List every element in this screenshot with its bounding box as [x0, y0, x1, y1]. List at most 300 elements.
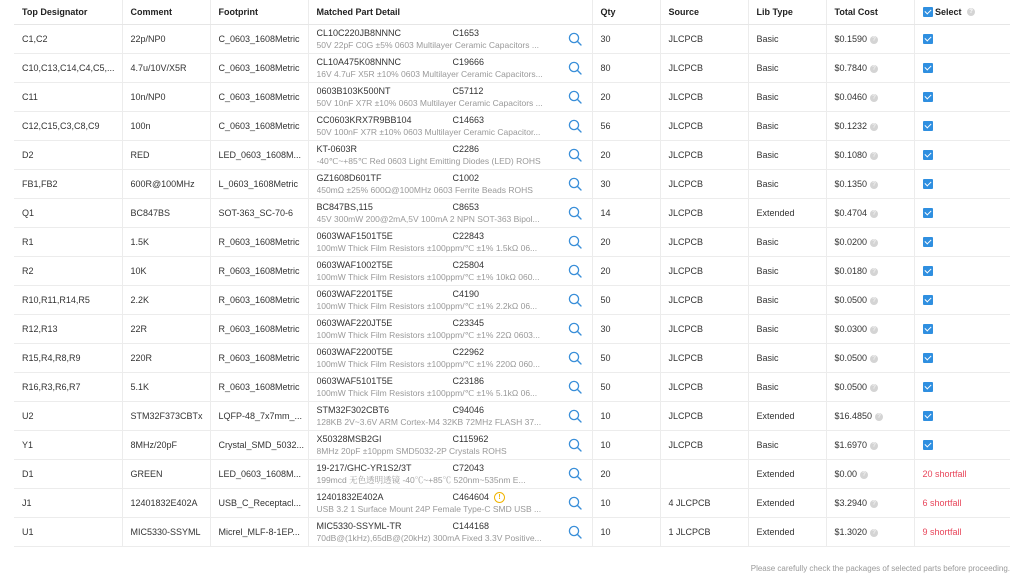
designator-cell: FB1,FB2 — [14, 170, 122, 199]
footprint-cell: LED_0603_1608M... — [210, 141, 308, 170]
select-cell — [914, 170, 1010, 199]
select-cell — [914, 54, 1010, 83]
comment-cell: 8MHz/20pF — [122, 431, 210, 460]
shortfall-text: 20 shortfall — [922, 469, 967, 479]
lcsc-part-number: C4190 — [452, 288, 480, 299]
qty-cell: 10 — [592, 431, 660, 460]
footprint-cell: R_0603_1608Metric — [210, 344, 308, 373]
libtype-cell: Basic — [748, 315, 826, 344]
question-icon[interactable]: ? — [860, 471, 868, 479]
col-footprint[interactable]: Footprint — [210, 0, 308, 25]
source-cell: JLCPCB — [660, 199, 748, 228]
designator-cell: R10,R11,R14,R5 — [14, 286, 122, 315]
designator-cell: R1 — [14, 228, 122, 257]
part-number: 19-217/GHC-YR1S2/3T — [316, 462, 412, 473]
footprint-cell: LQFP-48_7x7mm_... — [210, 402, 308, 431]
search-icon[interactable] — [568, 380, 582, 394]
table-row[interactable] — [14, 170, 1010, 199]
table-row[interactable] — [14, 257, 1010, 286]
row-select-checkbox[interactable] — [923, 440, 933, 450]
designator-cell: R16,R3,R6,R7 — [14, 373, 122, 402]
search-icon[interactable] — [568, 293, 582, 307]
total-cost-value: $0.1590 — [834, 34, 868, 44]
col-total[interactable]: Total Cost — [826, 0, 914, 25]
part-number: 0603B103K500NT — [316, 85, 391, 96]
libtype-cell: Basic — [748, 373, 826, 402]
total-cost-cell — [826, 315, 914, 344]
part-description: 50V 10nF X7R ±10% 0603 Multilayer Ceramic Capacitors ... — [316, 97, 543, 108]
table-row[interactable] — [14, 344, 1010, 373]
designator-cell: C1,C2 — [14, 25, 122, 54]
matched-part-cell — [308, 228, 592, 257]
select-cell — [914, 460, 1010, 489]
select-cell — [914, 141, 1010, 170]
source-cell: JLCPCB — [660, 25, 748, 54]
search-icon[interactable] — [568, 119, 582, 133]
libtype-cell: Extended — [748, 518, 826, 547]
designator-cell: U1 — [14, 518, 122, 547]
total-cost-value: $3.2940 — [834, 498, 868, 508]
part-description: 128KB 2V~3.6V ARM Cortex-M4 32KB 72MHz FLASH 37... — [316, 416, 542, 427]
question-icon[interactable]: ? — [967, 8, 975, 16]
lcsc-part-number: C25804 — [452, 259, 485, 270]
select-cell — [914, 489, 1010, 518]
designator-cell: R15,R4,R8,R9 — [14, 344, 122, 373]
col-select — [914, 0, 1010, 25]
matched-part-cell — [308, 25, 592, 54]
qty-cell: 10 — [592, 518, 660, 547]
designator-cell: C12,C15,C3,C8,C9 — [14, 112, 122, 141]
footprint-cell: C_0603_1608Metric — [210, 112, 308, 141]
total-cost-value: $0.7840 — [834, 63, 868, 73]
source-cell: JLCPCB — [660, 344, 748, 373]
matched-part-cell — [308, 112, 592, 141]
matched-part-cell — [308, 141, 592, 170]
part-number: 0603WAF2200T5E — [316, 346, 393, 357]
question-icon[interactable]: ? — [870, 500, 878, 508]
source-cell: 4 JLCPCB — [660, 489, 748, 518]
matched-part-cell — [308, 257, 592, 286]
total-cost-value: $0.0180 — [834, 266, 868, 276]
footprint-cell: Crystal_SMD_5032... — [210, 431, 308, 460]
question-icon[interactable]: ? — [870, 181, 878, 189]
col-comment[interactable]: Comment — [122, 0, 210, 25]
part-description: 100mW Thick Film Resistors ±100ppm/℃ ±1% 22Ω 0603... — [316, 329, 540, 340]
question-icon[interactable]: ? — [870, 36, 878, 44]
row-select-checkbox[interactable] — [923, 411, 933, 421]
total-cost-cell — [826, 431, 914, 460]
source-cell: JLCPCB — [660, 170, 748, 199]
source-cell: JLCPCB — [660, 54, 748, 83]
shortfall-text: 6 shortfall — [922, 498, 962, 508]
matched-part-cell — [308, 344, 592, 373]
part-number: 0603WAF1501T5E — [316, 230, 393, 241]
table-row[interactable] — [14, 286, 1010, 315]
question-icon[interactable]: ? — [870, 529, 878, 537]
part-description: 100mW Thick Film Resistors ±100ppm/℃ ±1% 220Ω 060... — [316, 358, 540, 369]
table-row[interactable] — [14, 402, 1010, 431]
libtype-cell: Extended — [748, 489, 826, 518]
designator-cell: Y1 — [14, 431, 122, 460]
footprint-cell: R_0603_1608Metric — [210, 373, 308, 402]
total-cost-value: $0.0460 — [834, 92, 868, 102]
total-cost-cell — [826, 170, 914, 199]
matched-part-cell — [308, 315, 592, 344]
part-number: X50328MSB2GI — [316, 433, 382, 444]
select-cell — [914, 373, 1010, 402]
total-cost-value: $0.4704 — [834, 208, 868, 218]
total-cost-value: $1.3020 — [834, 527, 868, 537]
comment-cell: BC847BS — [122, 199, 210, 228]
part-description: 16V 4.7uF X5R ±10% 0603 Multilayer Ceramic Capacitors... — [316, 68, 543, 79]
comment-cell: 10n/NP0 — [122, 83, 210, 112]
total-cost-cell — [826, 286, 914, 315]
select-cell — [914, 228, 1010, 257]
total-cost-value: $0.1232 — [834, 121, 868, 131]
matched-part-cell — [308, 431, 592, 460]
search-icon[interactable] — [568, 438, 582, 452]
lcsc-part-number: C57112 — [452, 85, 484, 96]
select-cell — [914, 83, 1010, 112]
search-icon[interactable] — [568, 32, 582, 46]
total-cost-value: $0.00 — [834, 469, 858, 479]
part-number: 12401832E402A — [316, 491, 384, 502]
libtype-cell: Extended — [748, 199, 826, 228]
libtype-cell: Basic — [748, 228, 826, 257]
total-cost-cell — [826, 257, 914, 286]
table-row[interactable] — [14, 460, 1010, 489]
row-select-checkbox[interactable] — [923, 34, 933, 44]
table-row[interactable] — [14, 83, 1010, 112]
qty-cell: 20 — [592, 460, 660, 489]
lcsc-part-number: C72043 — [452, 462, 485, 473]
col-libtype[interactable]: Lib Type — [748, 0, 826, 25]
question-icon[interactable]: ? — [870, 355, 878, 363]
part-number: CL10C220JB8NNNC — [316, 27, 402, 38]
matched-part-cell — [308, 489, 592, 518]
total-cost-cell — [826, 54, 914, 83]
select-cell — [914, 402, 1010, 431]
lcsc-part-number: C8653 — [452, 201, 480, 212]
part-description: -40℃~+85℃ Red 0603 Light Emitting Diodes (LED) ROHS — [316, 155, 541, 166]
libtype-cell: Basic — [748, 286, 826, 315]
qty-cell: 30 — [592, 25, 660, 54]
qty-cell: 20 — [592, 83, 660, 112]
qty-cell: 80 — [592, 54, 660, 83]
designator-cell: D2 — [14, 141, 122, 170]
col-source[interactable]: Source — [660, 0, 748, 25]
footprint-cell: LED_0603_1608M... — [210, 460, 308, 489]
row-select-checkbox[interactable] — [923, 63, 933, 73]
footprint-cell: USB_C_Receptacl... — [210, 489, 308, 518]
comment-cell: 1.5K — [122, 228, 210, 257]
source-cell: JLCPCB — [660, 286, 748, 315]
total-cost-cell — [826, 25, 914, 54]
matched-part-cell — [308, 199, 592, 228]
select-all-checkbox[interactable] — [923, 7, 933, 17]
table-row[interactable] — [14, 25, 1010, 54]
source-cell: JLCPCB — [660, 141, 748, 170]
col-qty[interactable]: Qty — [592, 0, 660, 25]
part-description: 450mΩ ±25% 600Ω@100MHz 0603 Ferrite Beads ROHS — [316, 184, 533, 195]
qty-cell: 30 — [592, 315, 660, 344]
question-icon[interactable]: ? — [870, 297, 878, 305]
matched-part-cell — [308, 83, 592, 112]
total-cost-value: $1.6970 — [834, 440, 868, 450]
search-icon[interactable] — [568, 409, 582, 423]
total-cost-cell — [826, 228, 914, 257]
question-icon[interactable]: ? — [870, 94, 878, 102]
search-icon[interactable] — [568, 235, 582, 249]
source-cell: JLCPCB — [660, 228, 748, 257]
comment-cell: 5.1K — [122, 373, 210, 402]
search-icon[interactable] — [568, 177, 582, 191]
row-select-checkbox[interactable] — [923, 237, 933, 247]
comment-cell: 100n — [122, 112, 210, 141]
part-number: 0603WAF1002T5E — [316, 259, 393, 270]
col-designator[interactable]: Top Designator — [14, 0, 122, 25]
table-row[interactable] — [14, 489, 1010, 518]
qty-cell: 20 — [592, 257, 660, 286]
footprint-cell: C_0603_1608Metric — [210, 83, 308, 112]
search-icon[interactable] — [568, 264, 582, 278]
part-description: 50V 22pF C0G ±5% 0603 Multilayer Ceramic Capacitors ... — [316, 39, 539, 50]
libtype-cell: Basic — [748, 25, 826, 54]
part-number: CL10A475K08NNNC — [316, 56, 402, 67]
lcsc-part-number: C144168 — [452, 520, 490, 531]
source-cell: JLCPCB — [660, 83, 748, 112]
footprint-cell: SOT-363_SC-70-6 — [210, 199, 308, 228]
comment-cell: 22p/NP0 — [122, 25, 210, 54]
source-cell: JLCPCB — [660, 402, 748, 431]
question-icon[interactable]: ? — [870, 123, 878, 131]
footprint-cell: R_0603_1608Metric — [210, 257, 308, 286]
comment-cell: GREEN — [122, 460, 210, 489]
libtype-cell: Basic — [748, 141, 826, 170]
libtype-cell: Extended — [748, 402, 826, 431]
question-icon[interactable]: ? — [870, 268, 878, 276]
comment-cell: 600R@100MHz — [122, 170, 210, 199]
qty-cell: 10 — [592, 402, 660, 431]
matched-part-cell — [308, 402, 592, 431]
part-number: BC847BS,115 — [316, 201, 373, 212]
table-row[interactable] — [14, 518, 1010, 547]
select-cell — [914, 431, 1010, 460]
bom-table — [14, 0, 1010, 547]
shortfall-text: 9 shortfall — [922, 527, 962, 537]
comment-cell: 4.7u/10V/X5R — [122, 54, 210, 83]
total-cost-cell — [826, 489, 914, 518]
total-cost-value: $16.4850 — [834, 411, 873, 421]
footprint-cell: Micrel_MLF-8-1EP... — [210, 518, 308, 547]
source-cell: JLCPCB — [660, 315, 748, 344]
total-cost-value: $0.0500 — [834, 295, 868, 305]
search-icon[interactable] — [568, 322, 582, 336]
total-cost-value: $0.1080 — [834, 150, 868, 160]
table-row[interactable] — [14, 431, 1010, 460]
lcsc-part-number: C23186 — [452, 375, 485, 386]
matched-part-cell — [308, 460, 592, 489]
row-select-checkbox[interactable] — [923, 266, 933, 276]
lcsc-part-number: C23345 — [452, 317, 485, 328]
table-row[interactable] — [14, 315, 1010, 344]
row-select-checkbox[interactable] — [923, 208, 933, 218]
source-cell — [660, 460, 748, 489]
row-select-checkbox[interactable] — [923, 150, 933, 160]
designator-cell: C11 — [14, 83, 122, 112]
matched-part-cell — [308, 54, 592, 83]
total-cost-value: $0.1350 — [834, 179, 868, 189]
comment-cell: 10K — [122, 257, 210, 286]
question-icon[interactable]: ? — [875, 413, 883, 421]
search-icon[interactable] — [568, 351, 582, 365]
lcsc-part-number: C1002 — [452, 172, 480, 183]
part-description: 199mcd 无色透明透镜 -40℃~+85℃ 520nm~535nm E... — [316, 474, 526, 485]
table-header-row — [14, 0, 1010, 25]
col-detail[interactable]: Matched Part Detail — [308, 0, 592, 25]
comment-cell: 22R — [122, 315, 210, 344]
total-cost-cell — [826, 141, 914, 170]
footer-note: Please carefully check the packages of selected parts before proceeding. — [750, 564, 1010, 573]
table-row[interactable] — [14, 199, 1010, 228]
total-cost-cell — [826, 199, 914, 228]
table-row[interactable] — [14, 54, 1010, 83]
total-cost-cell — [826, 344, 914, 373]
designator-cell: R12,R13 — [14, 315, 122, 344]
footprint-cell: R_0603_1608Metric — [210, 286, 308, 315]
lcsc-part-number: C19666 — [452, 56, 485, 67]
search-icon[interactable] — [568, 496, 582, 510]
designator-cell: C10,C13,C14,C4,C5,... — [14, 54, 122, 83]
lcsc-part-number: C94046 — [452, 404, 485, 415]
libtype-cell: Basic — [748, 170, 826, 199]
part-description: 100mW Thick Film Resistors ±100ppm/℃ ±1% 1.5kΩ 06... — [316, 242, 538, 253]
lcsc-part-number: C1653 — [452, 27, 480, 38]
libtype-cell: Basic — [748, 54, 826, 83]
row-select-checkbox[interactable] — [923, 295, 933, 305]
row-select-checkbox[interactable] — [923, 324, 933, 334]
question-icon[interactable]: ? — [870, 442, 878, 450]
lcsc-part-number: C22843 — [452, 230, 485, 241]
search-icon[interactable] — [568, 90, 582, 104]
part-description: 45V 300mW 200@2mA,5V 100mA 2 NPN SOT-363 Bipol... — [316, 213, 540, 224]
source-cell: JLCPCB — [660, 112, 748, 141]
total-cost-cell — [826, 518, 914, 547]
source-cell: JLCPCB — [660, 257, 748, 286]
comment-cell: MIC5330-SSYML — [122, 518, 210, 547]
source-cell: JLCPCB — [660, 431, 748, 460]
part-description: 50V 100nF X7R ±10% 0603 Multilayer Ceramic Capacitor... — [316, 126, 541, 137]
total-cost-cell — [826, 83, 914, 112]
part-number: CC0603KRX7R9BB104 — [316, 114, 412, 125]
table-row[interactable] — [14, 228, 1010, 257]
select-cell — [914, 199, 1010, 228]
part-number: GZ1608D601TF — [316, 172, 382, 183]
question-icon[interactable]: ? — [870, 326, 878, 334]
question-icon[interactable]: ? — [870, 384, 878, 392]
search-icon[interactable] — [568, 525, 582, 539]
total-cost-cell — [826, 402, 914, 431]
qty-cell: 10 — [592, 489, 660, 518]
total-cost-cell — [826, 373, 914, 402]
qty-cell: 50 — [592, 344, 660, 373]
row-select-checkbox[interactable] — [923, 353, 933, 363]
row-select-checkbox[interactable] — [923, 121, 933, 131]
source-cell: JLCPCB — [660, 373, 748, 402]
qty-cell: 20 — [592, 141, 660, 170]
total-cost-value: $0.0200 — [834, 237, 868, 247]
part-number: MIC5330-SSYML-TR — [316, 520, 402, 531]
part-number: KT-0603R — [316, 143, 358, 154]
footprint-cell: L_0603_1608Metric — [210, 170, 308, 199]
matched-part-cell — [308, 170, 592, 199]
search-icon[interactable] — [568, 206, 582, 220]
designator-cell: U2 — [14, 402, 122, 431]
lcsc-part-number: C2286 — [452, 143, 480, 154]
select-cell — [914, 25, 1010, 54]
footprint-cell: R_0603_1608Metric — [210, 315, 308, 344]
question-icon[interactable]: ? — [870, 152, 878, 160]
part-number: 0603WAF5101T5E — [316, 375, 393, 386]
libtype-cell: Basic — [748, 257, 826, 286]
part-description: 70dB@(1kHz),65dB@(20kHz) 300mA Fixed 3.3V Positive... — [316, 532, 542, 543]
table-row[interactable] — [14, 141, 1010, 170]
select-cell — [914, 315, 1010, 344]
question-icon[interactable]: ? — [870, 210, 878, 218]
search-icon[interactable] — [568, 61, 582, 75]
comment-cell: 220R — [122, 344, 210, 373]
row-select-checkbox[interactable] — [923, 382, 933, 392]
matched-part-cell — [308, 518, 592, 547]
lcsc-part-number: C22962 — [452, 346, 485, 357]
part-description: 100mW Thick Film Resistors ±100ppm/℃ ±1% 2.2kΩ 06... — [316, 300, 538, 311]
qty-cell: 14 — [592, 199, 660, 228]
designator-cell: R2 — [14, 257, 122, 286]
qty-cell: 50 — [592, 373, 660, 402]
select-label: Select — [935, 6, 962, 17]
question-icon[interactable]: ? — [870, 65, 878, 73]
question-icon[interactable]: ? — [870, 239, 878, 247]
matched-part-cell — [308, 373, 592, 402]
comment-cell: 12401832E402A — [122, 489, 210, 518]
part-number: 0603WAF220JT5E — [316, 317, 393, 328]
matched-part-cell — [308, 286, 592, 315]
select-cell — [914, 344, 1010, 373]
comment-cell: 2.2K — [122, 286, 210, 315]
table-row[interactable] — [14, 373, 1010, 402]
designator-cell: D1 — [14, 460, 122, 489]
part-description: USB 3.2 1 Surface Mount 24P Female Type-C SMD USB ... — [316, 503, 542, 514]
total-cost-value: $0.0300 — [834, 324, 868, 334]
table-row[interactable] — [14, 112, 1010, 141]
select-cell — [914, 112, 1010, 141]
part-number: STM32F302CBT6 — [316, 404, 390, 415]
row-select-checkbox[interactable] — [923, 92, 933, 102]
search-icon[interactable] — [568, 467, 582, 481]
libtype-cell: Basic — [748, 344, 826, 373]
row-select-checkbox[interactable] — [923, 179, 933, 189]
part-description: 100mW Thick Film Resistors ±100ppm/℃ ±1% 5.1kΩ 06... — [316, 387, 538, 398]
total-cost-value: $0.0500 — [834, 382, 868, 392]
select-cell — [914, 257, 1010, 286]
search-icon[interactable] — [568, 148, 582, 162]
warning-icon: ! — [494, 492, 505, 503]
libtype-cell: Basic — [748, 431, 826, 460]
designator-cell: Q1 — [14, 199, 122, 228]
footprint-cell: C_0603_1608Metric — [210, 25, 308, 54]
total-cost-cell — [826, 460, 914, 489]
total-cost-value: $0.0500 — [834, 353, 868, 363]
